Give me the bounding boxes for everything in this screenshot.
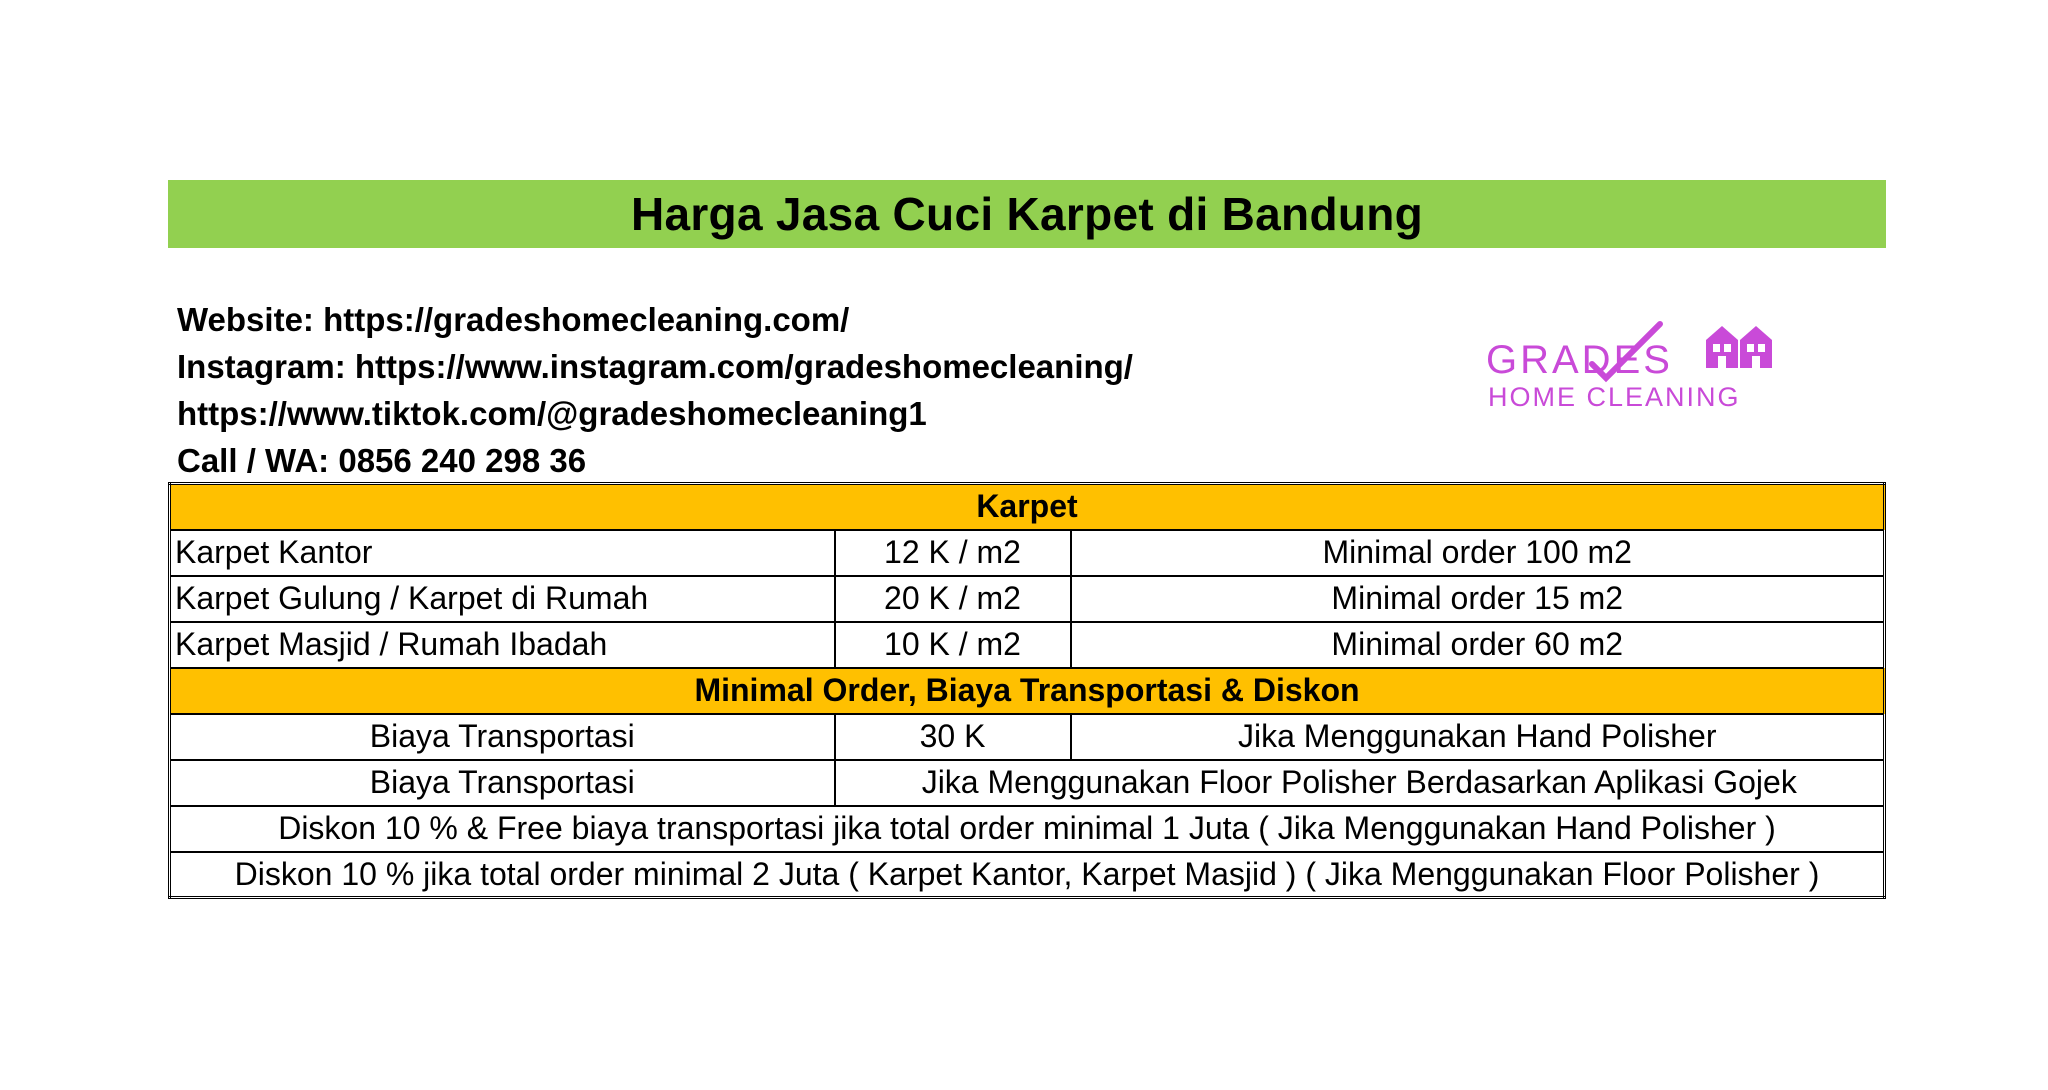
tiktok-link[interactable]: https://www.tiktok.com/@gradeshomecleaning1 — [177, 395, 927, 432]
section-header-karpet — [170, 484, 1885, 530]
transport-name: Biaya Transportasi — [170, 714, 835, 760]
transport-note: Jika Menggunakan Hand Polisher — [1071, 714, 1885, 760]
table-row — [170, 760, 1885, 806]
page-title: Harga Jasa Cuci Karpet di Bandung — [630, 188, 1424, 240]
logo-text-grades: GRADES — [1486, 338, 1673, 382]
service-price: 12 K / m2 — [835, 530, 1071, 576]
title-bar — [168, 180, 1886, 248]
website-link[interactable]: Website: https://gradeshomecleaning.com/ — [177, 301, 850, 338]
phone-number: Call / WA: 0856 240 298 36 — [177, 442, 587, 479]
table-row — [170, 576, 1885, 622]
section-header-label: Minimal Order, Biaya Transportasi & Diskon — [170, 668, 1885, 714]
service-note: Minimal order 100 m2 — [1071, 530, 1885, 576]
section-header-order — [170, 668, 1885, 714]
table-row — [170, 714, 1885, 760]
instagram-link[interactable]: Instagram: https://www.instagram.com/gradeshomecleaning/ — [177, 348, 1133, 385]
table-row — [170, 530, 1885, 576]
service-name: Karpet Gulung / Karpet di Rumah — [170, 576, 835, 622]
service-price: 10 K / m2 — [835, 622, 1071, 668]
discount-note: Diskon 10 % jika total order minimal 2 Juta ( Karpet Kantor, Karpet Masjid ) ( Jika Menggunakan Floor Polisher ) — [170, 852, 1885, 898]
contact-info — [177, 296, 1133, 484]
table-row — [170, 806, 1885, 852]
grades-logo — [1484, 318, 1794, 418]
service-name: Karpet Kantor — [170, 530, 835, 576]
table-row — [170, 852, 1885, 898]
discount-note: Diskon 10 % & Free biaya transportasi jika total order minimal 1 Juta ( Jika Menggunakan Hand Polisher ) — [170, 806, 1885, 852]
service-note: Minimal order 60 m2 — [1071, 622, 1885, 668]
logo-text-home-cleaning: HOME CLEANING — [1488, 382, 1741, 412]
transport-name: Biaya Transportasi — [170, 760, 835, 806]
transport-price: 30 K — [835, 714, 1071, 760]
houses-checkmark-icon — [1484, 318, 1794, 418]
table-row — [170, 622, 1885, 668]
service-price: 20 K / m2 — [835, 576, 1071, 622]
service-name: Karpet Masjid / Rumah Ibadah — [170, 622, 835, 668]
service-note: Minimal order 15 m2 — [1071, 576, 1885, 622]
price-table — [168, 482, 1886, 899]
transport-note: Jika Menggunakan Floor Polisher Berdasarkan Aplikasi Gojek — [835, 760, 1885, 806]
section-header-label: Karpet — [170, 484, 1885, 530]
